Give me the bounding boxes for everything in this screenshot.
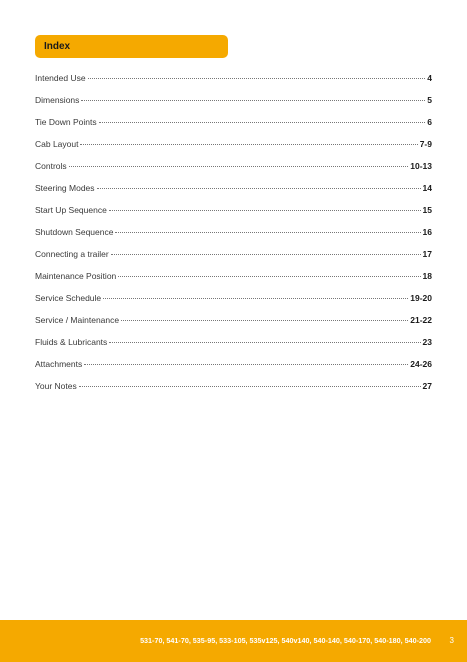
dot-leader (84, 364, 408, 365)
toc-entry-page: 4 (427, 73, 432, 83)
toc-entry-cab-layout[interactable] (35, 139, 432, 161)
toc-entry-service-maintenance[interactable] (35, 315, 432, 337)
toc-entry-label: Your Notes (35, 381, 77, 391)
toc-entry-label: Steering Modes (35, 183, 95, 193)
toc-entry-attachments[interactable] (35, 359, 432, 381)
toc-entry-label: Dimensions (35, 95, 80, 105)
toc-entry-connecting-a-trailer[interactable] (35, 249, 432, 271)
index-heading (35, 35, 228, 58)
toc-entry-page: 27 (422, 381, 432, 391)
toc-entry-label: Shutdown Sequence (35, 227, 114, 237)
toc-entry-label: Service Schedule (35, 293, 102, 303)
toc-entry-controls[interactable] (35, 161, 432, 183)
dot-leader (79, 386, 421, 387)
toc-entry-label: Fluids & Lubricants (35, 337, 108, 347)
toc-entry-label: Maintenance Position (35, 271, 117, 281)
page-number: 3 (449, 636, 454, 645)
toc-entry-page: 16 (422, 227, 432, 237)
dot-leader (115, 232, 420, 233)
footer-model-list: 531-70, 541-70, 535-95, 533-105, 535v125, 540v140, 540-140, 540-170, 540-180, 540-200 (140, 636, 431, 645)
toc-entry-dimensions[interactable] (35, 95, 432, 117)
toc-entry-page: 6 (427, 117, 432, 127)
toc-entry-intended-use[interactable] (35, 73, 432, 95)
toc-entry-shutdown-sequence[interactable] (35, 227, 432, 249)
toc-entry-label: Cab Layout (35, 139, 79, 149)
toc-entry-page: 21-22 (410, 315, 432, 325)
toc-entry-label: Tie Down Points (35, 117, 97, 127)
toc-entry-label: Start Up Sequence (35, 205, 107, 215)
toc-entry-label: Connecting a trailer (35, 249, 109, 259)
toc-entry-your-notes[interactable] (35, 381, 432, 403)
table-of-contents (35, 73, 432, 403)
toc-entry-tie-down-points[interactable] (35, 117, 432, 139)
dot-leader (99, 122, 426, 123)
toc-entry-label: Service / Maintenance (35, 315, 120, 325)
toc-entry-page: 19-20 (410, 293, 432, 303)
dot-leader (111, 254, 421, 255)
toc-entry-label: Intended Use (35, 73, 86, 83)
dot-leader (109, 342, 420, 343)
dot-leader (109, 210, 421, 211)
toc-entry-service-schedule[interactable] (35, 293, 432, 315)
toc-entry-label: Controls (35, 161, 67, 171)
toc-entry-page: 7-9 (419, 139, 432, 149)
toc-entry-steering-modes[interactable] (35, 183, 432, 205)
toc-entry-fluids-lubricants[interactable] (35, 337, 432, 359)
toc-entry-maintenance-position[interactable] (35, 271, 432, 293)
toc-entry-page: 17 (422, 249, 432, 259)
toc-entry-page: 14 (422, 183, 432, 193)
toc-entry-page: 5 (427, 95, 432, 105)
toc-entry-page: 24-26 (410, 359, 432, 369)
dot-leader (69, 166, 409, 167)
toc-entry-start-up-sequence[interactable] (35, 205, 432, 227)
toc-entry-page: 10-13 (410, 161, 432, 171)
toc-entry-page: 23 (422, 337, 432, 347)
dot-leader (97, 188, 421, 189)
dot-leader (121, 320, 408, 321)
toc-entry-page: 18 (422, 271, 432, 281)
dot-leader (118, 276, 420, 277)
index-heading-label: Index (44, 41, 71, 52)
toc-entry-label: Attachments (35, 359, 83, 369)
footer-band (0, 620, 467, 662)
dot-leader (103, 298, 408, 299)
dot-leader (88, 78, 426, 79)
toc-entry-page: 15 (422, 205, 432, 215)
dot-leader (81, 100, 425, 101)
dot-leader (80, 144, 417, 145)
